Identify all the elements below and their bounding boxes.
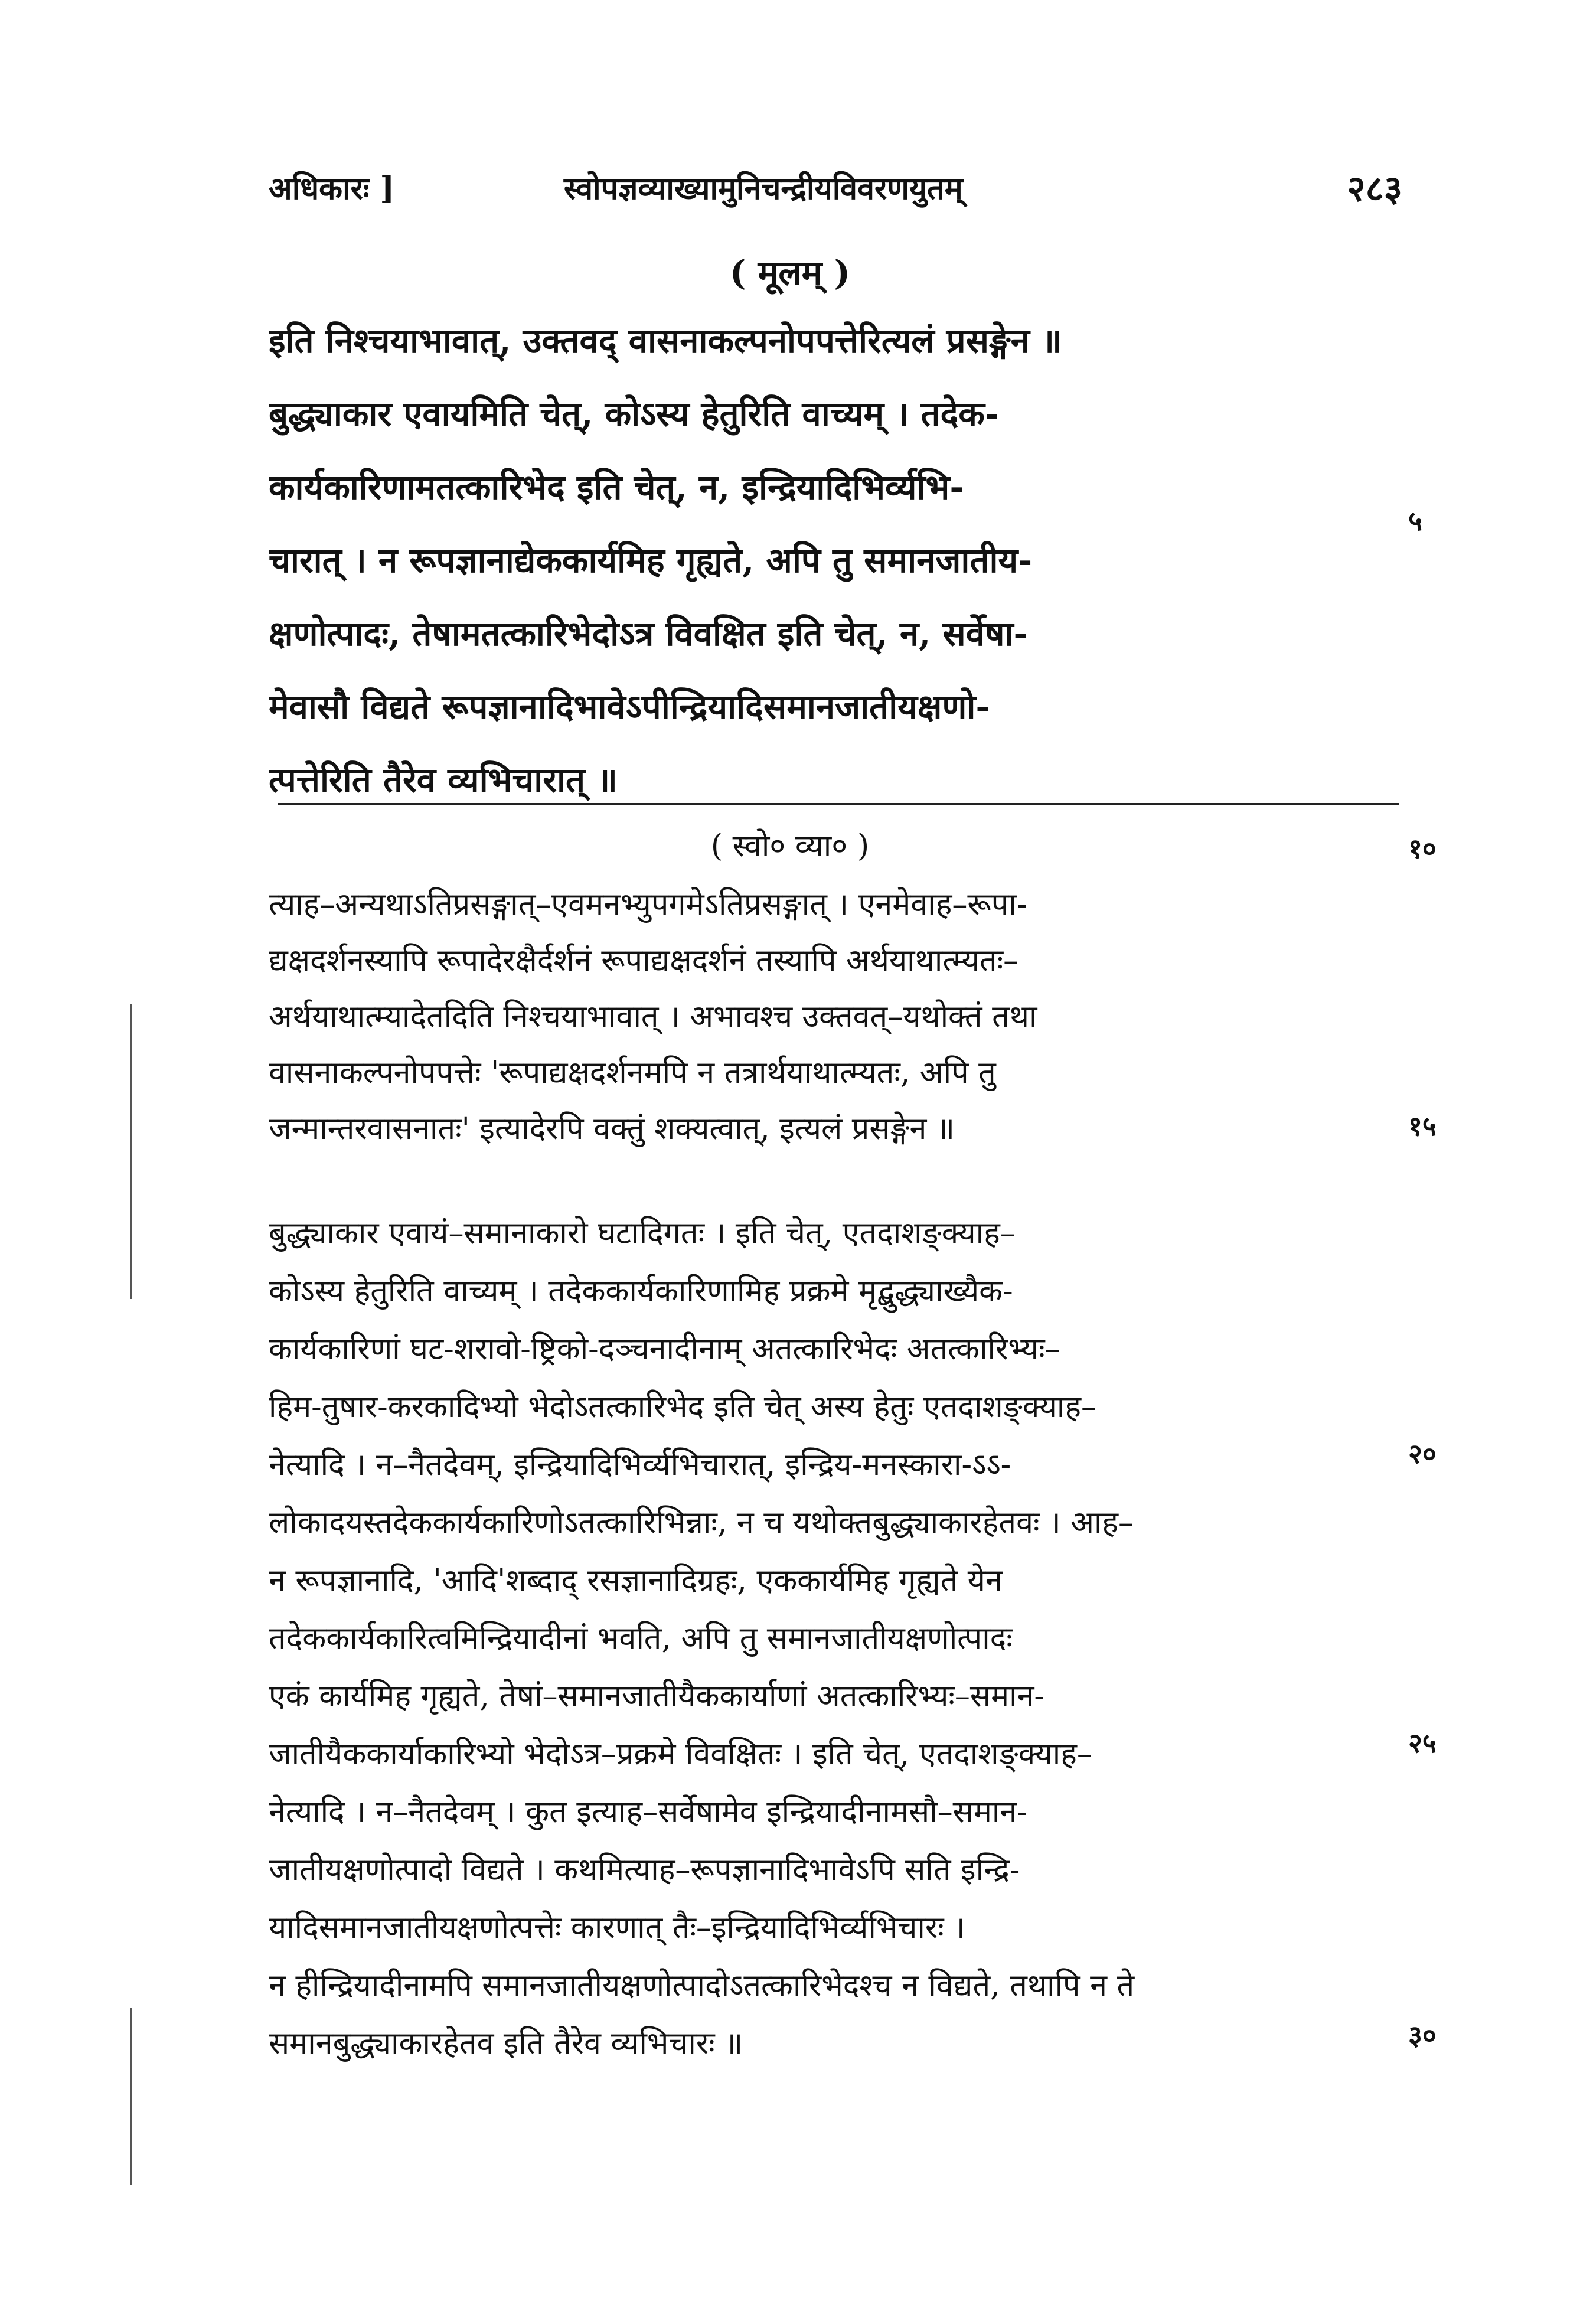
page-number: २८३ <box>1347 168 1402 210</box>
commentary-line: त्याह–अन्यथाऽतिप्रसङ्गात्–एवमनभ्युपगमेऽतिप्रसङ्गात् । एनमेवाह–रूपा- <box>269 887 1027 922</box>
mool-heading: ( मूलम् ) <box>730 253 850 293</box>
mool-line: चारात् । न रूपज्ञानाद्येककार्यमिह गृह्यते, अपि तु समानजातीय- <box>269 540 1033 580</box>
mool-line: इति निश्चयाभावात्, उक्तवद् वासनाकल्पनोपपत्तेरित्यलं प्रसङ्गेन ॥ <box>269 321 1062 361</box>
mool-line: बुद्ध्याकार एवायमिति चेत्, कोऽस्य हेतुरिति वाच्यम् । तदेक- <box>269 394 999 434</box>
margin-line-number: १० <box>1408 833 1437 864</box>
header-chapter: अधिकारः ] <box>269 171 395 207</box>
commentary-line: एकं कार्यमिह गृह्यते, तेषां–समानजातीयैककार्याणां अतत्कारिभ्यः–समान- <box>269 1679 1045 1714</box>
commentary-text-b <box>269 1205 1408 2072</box>
commentary-line: वासनाकल्पनोपपत्तेः 'रूपाद्यक्षदर्शनमपि न तत्रार्थयाथात्म्यतः, अपि तु <box>269 1055 996 1091</box>
commentary-line: समानबुद्ध्याकारहेतव इति तैरेव व्यभिचारः ॥ <box>269 2026 743 2061</box>
commentary-line: नेत्यादि । न–नैतदेवम् । कुत इत्याह–सर्वेषामेव इन्द्रियादीनामसौ–समान- <box>269 1794 1027 1830</box>
margin-line-number: ५ <box>1408 505 1422 537</box>
commentary-line: बुद्ध्याकार एवायं–समानाकारो घटादिगतः । इति चेत्, एतदाशङ्क्याह– <box>269 1216 1016 1251</box>
commentary-line: अर्थयाथात्म्यादेतदिति निश्चयाभावात् । अभावश्च उक्तवत्–यथोक्तं तथा <box>269 999 1037 1034</box>
commentary-line: हिम-तुषार-करकादिभ्यो भेदोऽतत्कारिभेद इति चेत् अस्य हेतुः एतदाशङ्क्याह– <box>269 1389 1096 1425</box>
commentary-line: जातीयैककार्याकारिभ्यो भेदोऽत्र–प्रक्रमे विवक्षितः । इति चेत्, एतदाशङ्क्याह– <box>269 1737 1092 1772</box>
scan-edge-mark <box>130 2008 132 2185</box>
commentary-line: जन्मान्तरवासनातः' इत्यादेरपि वक्तुं शक्यत्वात्, इत्यलं प्रसङ्गेन ॥ <box>269 1111 955 1147</box>
mool-text <box>269 304 1408 817</box>
commentary-line: जातीयक्षणोत्पादो विद्यते । कथमित्याह–रूपज्ञानादिभावेऽपि सति इन्द्रि- <box>269 1852 1020 1888</box>
commentary-heading: ( स्वो० व्या० ) <box>710 828 870 864</box>
commentary-line: द्यक्षदर्शनस्यापि रूपादेरक्षैर्दर्शनं रूपाद्यक्षदर्शनं तस्यापि अर्थयाथात्म्यतः– <box>269 943 1019 978</box>
commentary-text-a <box>269 877 1408 1157</box>
section-divider <box>278 803 1399 805</box>
margin-line-number: २० <box>1408 1438 1437 1470</box>
header-title: स्वोपज्ञव्याख्यामुनिचन्द्रीयविवरणयुतम् <box>564 171 963 207</box>
commentary-line: लोकादयस्तदेककार्यकारिणोऽतत्कारिभिन्नाः, न च यथोक्तबुद्ध्याकारहेतवः । आह– <box>269 1505 1134 1540</box>
commentary-line: कार्यकारिणां घट-शरावो-ष्ट्रिको-दञ्चनादीनाम् अतत्कारिभेदः अतत्कारिभ्यः– <box>269 1331 1060 1367</box>
mool-line: मेवासौ विद्यते रूपज्ञानादिभावेऽपीन्द्रियादिसमानजातीयक्षणो- <box>269 687 990 727</box>
scan-edge-mark <box>130 1004 132 1299</box>
commentary-line: न रूपज्ञानादि, 'आदि'शब्दाद् रसज्ञानादिग्रहः, एककार्यमिह गृह्यते येन <box>269 1563 1003 1598</box>
mool-line: त्पत्तेरिति तैरेव व्यभिचारात् ॥ <box>269 760 618 800</box>
mool-line: क्षणोत्पादः, तेषामतत्कारिभेदोऽत्र विवक्षित इति चेत्, न, सर्वेषा- <box>269 613 1028 654</box>
margin-line-number: २५ <box>1408 1727 1437 1759</box>
commentary-line: कोऽस्य हेतुरिति वाच्यम् । तदेककार्यकारिणामिह प्रक्रमे मृद्बुद्ध्याख्यैक- <box>269 1274 1013 1309</box>
commentary-line: न हीन्द्रियादीनामपि समानजातीयक्षणोत्पादोऽतत्कारिभेदश्च न विद्यते, तथापि न ते <box>269 1968 1135 2003</box>
margin-line-number: ३० <box>1408 2019 1437 2051</box>
margin-line-number: १५ <box>1408 1110 1437 1142</box>
mool-line: कार्यकारिणामतत्कारिभेद इति चेत्, न, इन्द्रियादिभिर्व्यभि- <box>269 467 964 507</box>
commentary-line: नेत्यादि । न–नैतदेवम्, इन्द्रियादिभिर्व्यभिचारात्, इन्द्रिय-मनस्कारा-ऽऽ- <box>269 1447 1011 1483</box>
running-header <box>269 165 1402 213</box>
commentary-line: तदेककार्यकारित्वमिन्द्रियादीनां भवति, अपि तु समानजातीयक्षणोत्पादः <box>269 1621 1013 1656</box>
commentary-line: यादिसमानजातीयक्षणोत्पत्तेः कारणात् तैः–इन्द्रियादिभिर्व्यभिचारः । <box>269 1910 965 1946</box>
